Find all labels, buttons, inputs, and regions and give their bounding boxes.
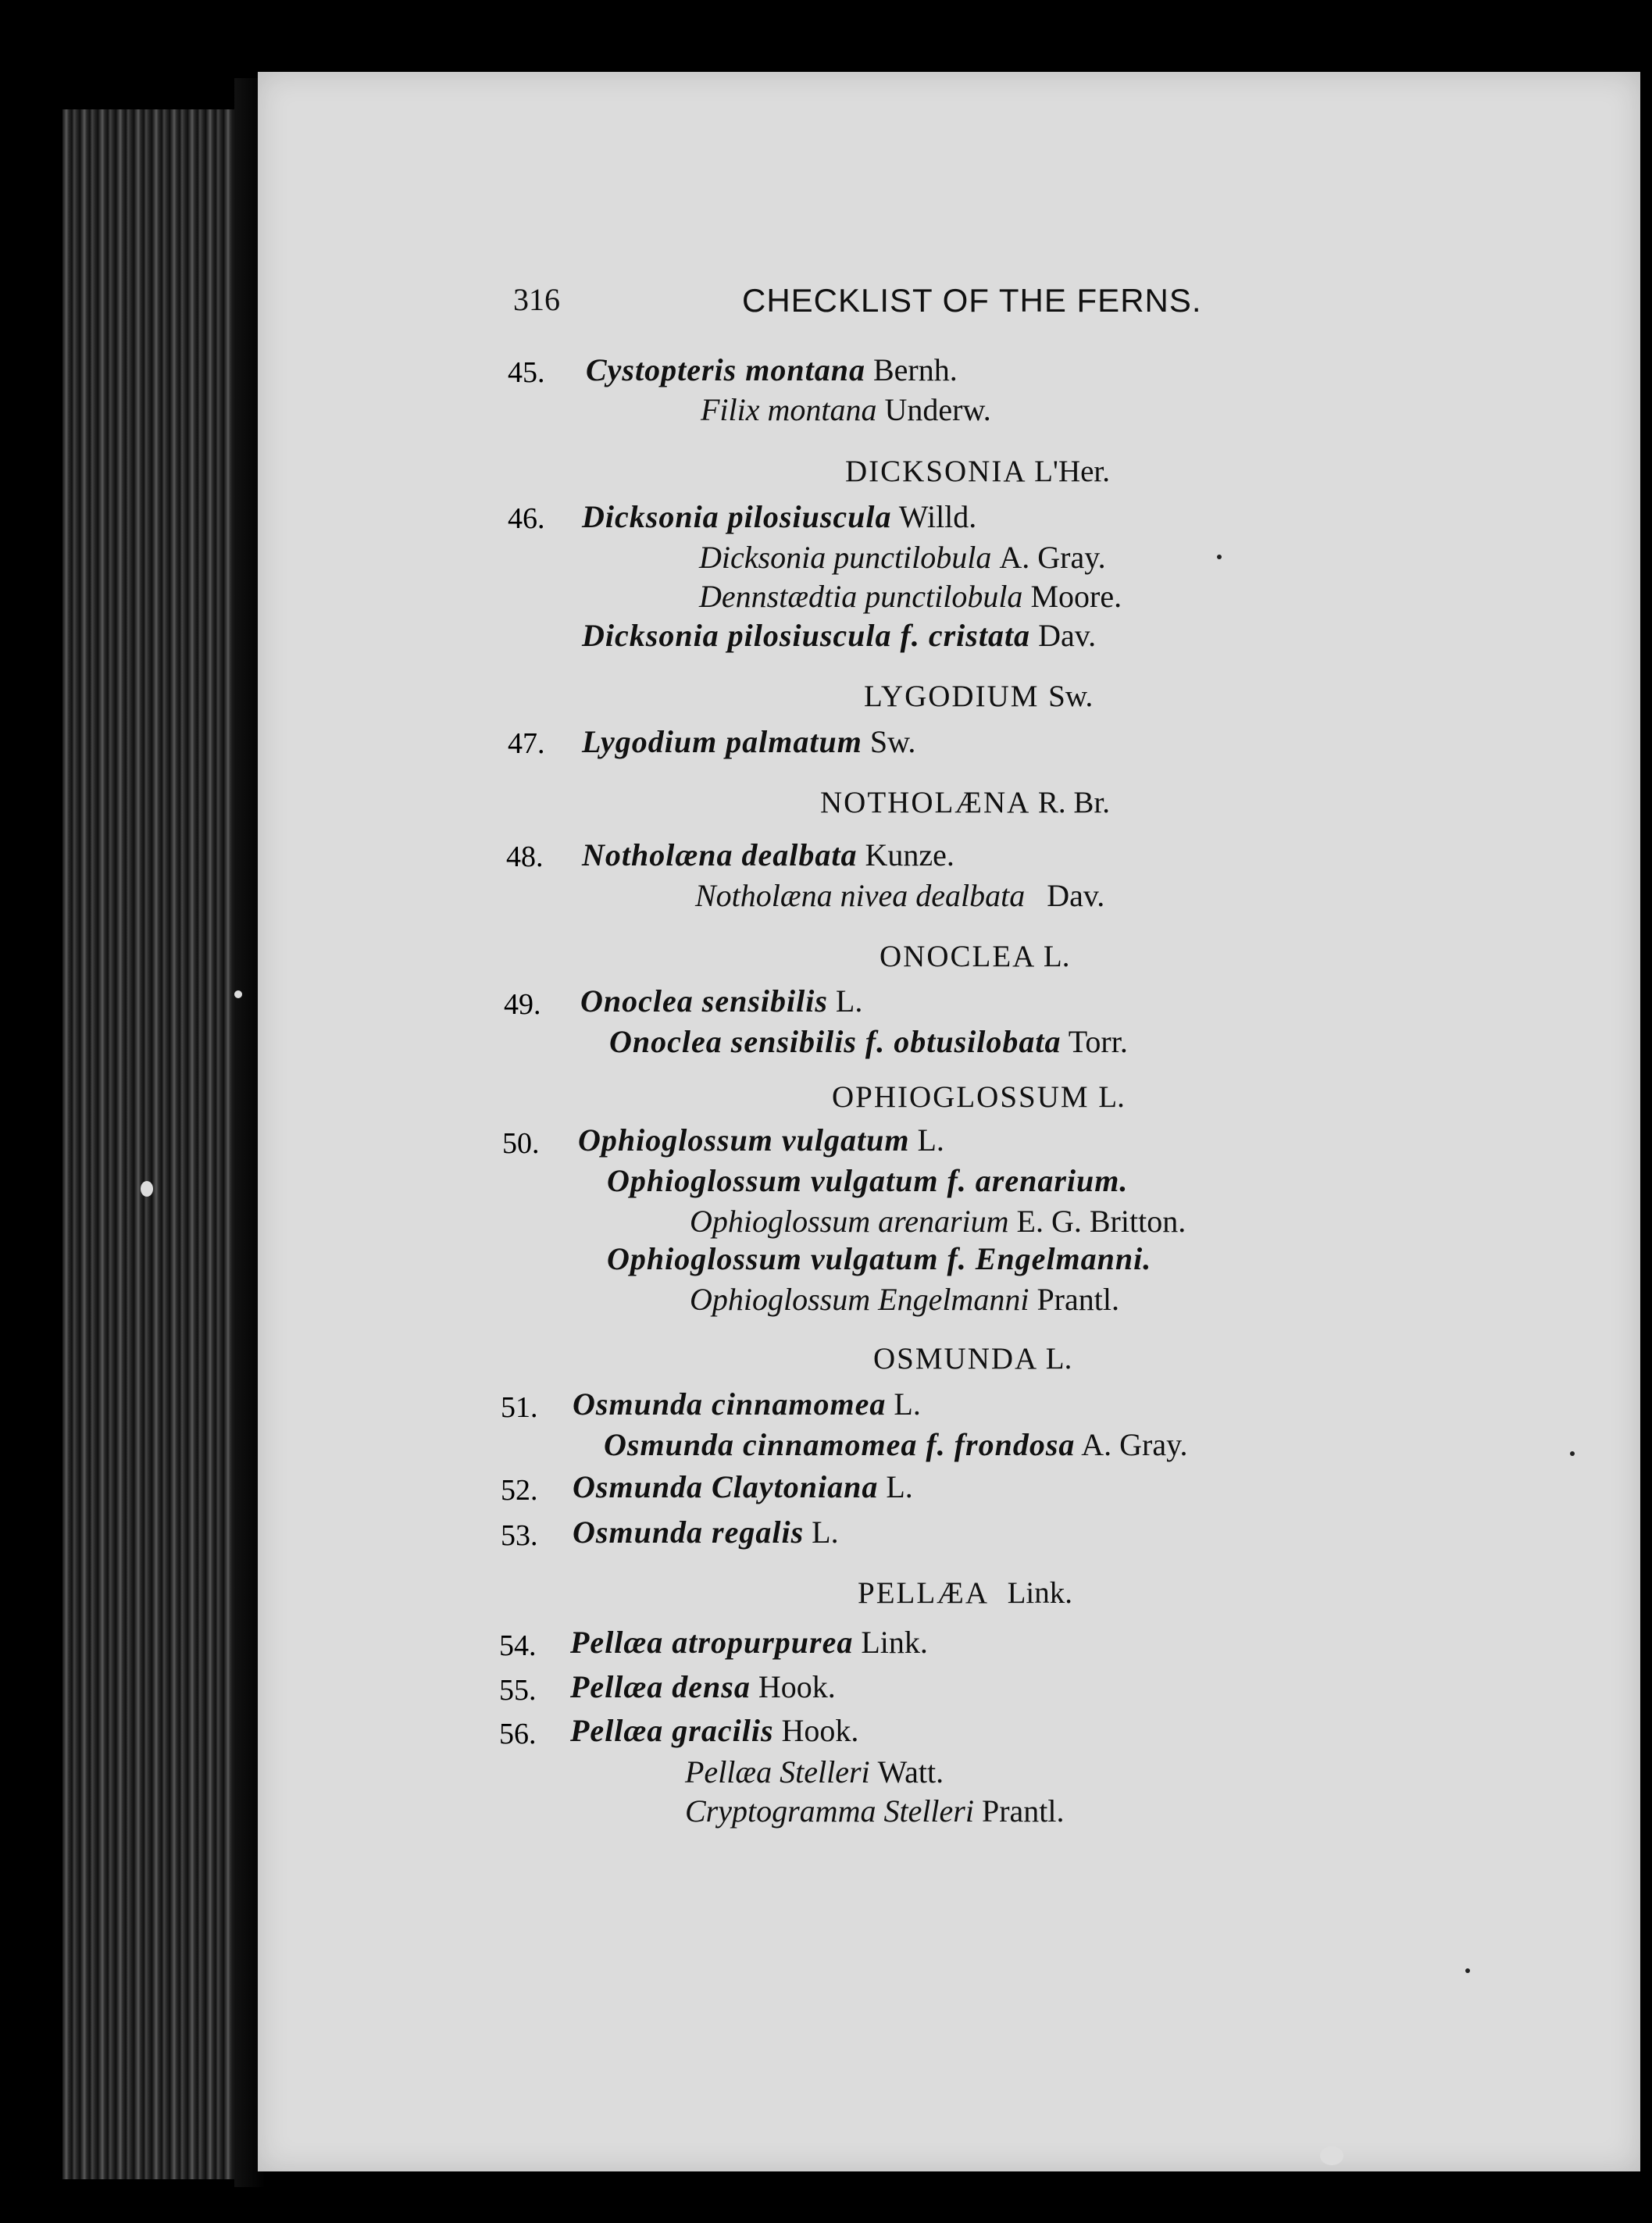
- accepted-name-entry: [573, 1469, 913, 1504]
- author-name: L.: [886, 1469, 913, 1504]
- form-entry: [607, 1241, 1152, 1276]
- author-name: E. G. Britton.: [1016, 1204, 1186, 1239]
- synonym-entry: [685, 1754, 944, 1789]
- species-name: Ophioglossum vulgatum: [578, 1122, 910, 1158]
- accepted-name-entry: [573, 1386, 921, 1422]
- author-name: Watt.: [877, 1754, 944, 1789]
- genus-name: PELLÆA: [858, 1576, 987, 1610]
- genus-name: OPHIOGLOSSUM: [832, 1080, 1090, 1114]
- species-name: Pellæa densa: [570, 1669, 751, 1704]
- species-name: Pellæa gracilis: [570, 1713, 774, 1748]
- entry-number: 46.: [508, 502, 545, 535]
- accepted-name-entry: [586, 352, 958, 387]
- genus-heading: [858, 1578, 1072, 1608]
- entry-number: 51.: [501, 1391, 538, 1424]
- synonym-entry: [701, 394, 991, 426]
- book-page: [258, 72, 1640, 2171]
- accepted-name-entry: [573, 1517, 839, 1548]
- scan-speck: [234, 990, 242, 998]
- author-name: Willd.: [898, 499, 977, 534]
- author-name: Kunze.: [865, 837, 954, 872]
- form-name: Osmunda cinnamomea f. frondosa: [604, 1427, 1076, 1462]
- accepted-name-entry: [582, 837, 954, 872]
- author-name: L.: [812, 1515, 839, 1550]
- author-name: L.: [894, 1386, 921, 1422]
- synonym-name: Filix montana: [701, 392, 877, 427]
- synonym-name: Ophioglossum Engelmanni: [690, 1282, 1029, 1317]
- accepted-name-entry: [582, 501, 976, 533]
- species-name: Dicksonia pilosiuscula: [582, 499, 892, 534]
- author-name: Hook.: [758, 1669, 836, 1704]
- species-name: Osmunda cinnamomea: [573, 1386, 887, 1422]
- accepted-name-entry: [578, 1122, 944, 1158]
- author-name: L.: [917, 1122, 944, 1158]
- species-name: Notholæna dealbata: [582, 837, 858, 872]
- accepted-name-entry: [570, 1715, 858, 1747]
- entry-number: 48.: [506, 840, 544, 873]
- entry-number: 53.: [501, 1519, 538, 1552]
- synonym-name: Ophioglossum arenarium: [690, 1204, 1009, 1239]
- scan-speck: [1320, 2146, 1343, 2165]
- form-entry: [609, 1026, 1128, 1058]
- author-name: Sw.: [869, 724, 916, 759]
- entry-number: 56.: [499, 1718, 537, 1750]
- form-name: Dicksonia pilosiuscula f. cristata: [582, 618, 1031, 653]
- synonym-name: Cryptogramma Stelleri: [685, 1793, 974, 1829]
- synonym-entry: [690, 1284, 1119, 1315]
- author-name: A. Gray.: [999, 540, 1106, 575]
- form-entry: [604, 1429, 1187, 1461]
- author-name: Torr.: [1068, 1024, 1128, 1059]
- synonym-name: Dicksonia punctilobula: [699, 540, 992, 575]
- form-name: Ophioglossum vulgatum f. arenarium.: [607, 1163, 1129, 1198]
- genus-heading: [864, 681, 1093, 712]
- form-name: Onoclea sensibilis f. obtusilobata: [609, 1024, 1061, 1059]
- page-number: 316: [513, 282, 560, 317]
- genus-heading: [880, 941, 1070, 972]
- species-name: Pellæa atropurpurea: [570, 1625, 854, 1660]
- author-name: A. Gray.: [1081, 1427, 1188, 1462]
- genus-name: NOTHOLÆNA: [820, 786, 1029, 819]
- genus-heading: [873, 1343, 1072, 1374]
- species-name: Osmunda Claytoniana: [573, 1469, 879, 1504]
- author-name: R. Br.: [1037, 786, 1111, 819]
- synonym-entry: [690, 1206, 1186, 1237]
- form-entry: [582, 620, 1096, 651]
- genus-name: DICKSONIA: [845, 455, 1026, 488]
- page-title: CHECKLIST OF THE FERNS.: [742, 282, 1202, 319]
- author-name: L.: [1098, 1080, 1125, 1114]
- entry-number: 55.: [499, 1674, 537, 1707]
- synonym-name: Dennstædtia punctilobula: [699, 579, 1023, 614]
- author-name: Prantl.: [981, 1793, 1065, 1829]
- accepted-name-entry: [570, 1669, 836, 1704]
- genus-heading: [832, 1082, 1125, 1112]
- form-entry: [607, 1165, 1128, 1197]
- scan-speck: [141, 1181, 153, 1197]
- author-name: Link.: [861, 1625, 928, 1660]
- species-name: Cystopteris montana: [586, 352, 865, 387]
- author-name: L'Her.: [1034, 455, 1111, 488]
- author-name: Moore.: [1030, 579, 1122, 614]
- entry-number: 50.: [502, 1127, 540, 1160]
- entry-number: 54.: [499, 1629, 537, 1662]
- accepted-name-entry: [570, 1627, 928, 1658]
- author-name: Dav.: [1047, 878, 1105, 913]
- author-name: Link.: [1007, 1576, 1073, 1610]
- accepted-name-entry: [582, 726, 915, 758]
- genus-heading: [845, 456, 1110, 487]
- entry-number: 45.: [508, 356, 545, 389]
- author-name: Bernh.: [872, 352, 958, 387]
- ink-speck: [1465, 1968, 1470, 1973]
- genus-name: ONOCLEA: [880, 940, 1035, 973]
- genus-name: LYGODIUM: [864, 680, 1040, 713]
- author-name: Sw.: [1048, 680, 1094, 713]
- genus-name: OSMUNDA: [873, 1342, 1037, 1376]
- species-name: Onoclea sensibilis: [580, 983, 828, 1019]
- author-name: Hook.: [781, 1713, 859, 1748]
- genus-heading: [820, 787, 1110, 818]
- author-name: L.: [1045, 1342, 1072, 1376]
- ink-speck: [1217, 555, 1222, 559]
- accepted-name-entry: [580, 983, 863, 1019]
- author-name: Prantl.: [1037, 1282, 1119, 1317]
- entry-number: 49.: [504, 988, 541, 1021]
- synonym-entry: [685, 1793, 1065, 1829]
- species-name: Lygodium palmatum: [582, 724, 862, 759]
- author-name: Dav.: [1038, 618, 1097, 653]
- author-name: Underw.: [884, 392, 991, 427]
- entry-number: 52.: [501, 1474, 538, 1507]
- entry-number: 47.: [508, 727, 545, 760]
- synonym-entry: [699, 581, 1122, 612]
- synonym-name: Notholæna nivea dealbata: [695, 878, 1026, 913]
- ink-speck: [1570, 1451, 1575, 1456]
- form-name: Ophioglossum vulgatum f. Engelmanni.: [607, 1241, 1152, 1276]
- synonym-entry: [699, 542, 1106, 573]
- synonym-name: Pellæa Stelleri: [685, 1754, 870, 1789]
- synonym-entry: [695, 880, 1104, 912]
- author-name: L.: [1043, 940, 1070, 973]
- species-name: Osmunda regalis: [573, 1515, 805, 1550]
- author-name: L.: [835, 983, 863, 1019]
